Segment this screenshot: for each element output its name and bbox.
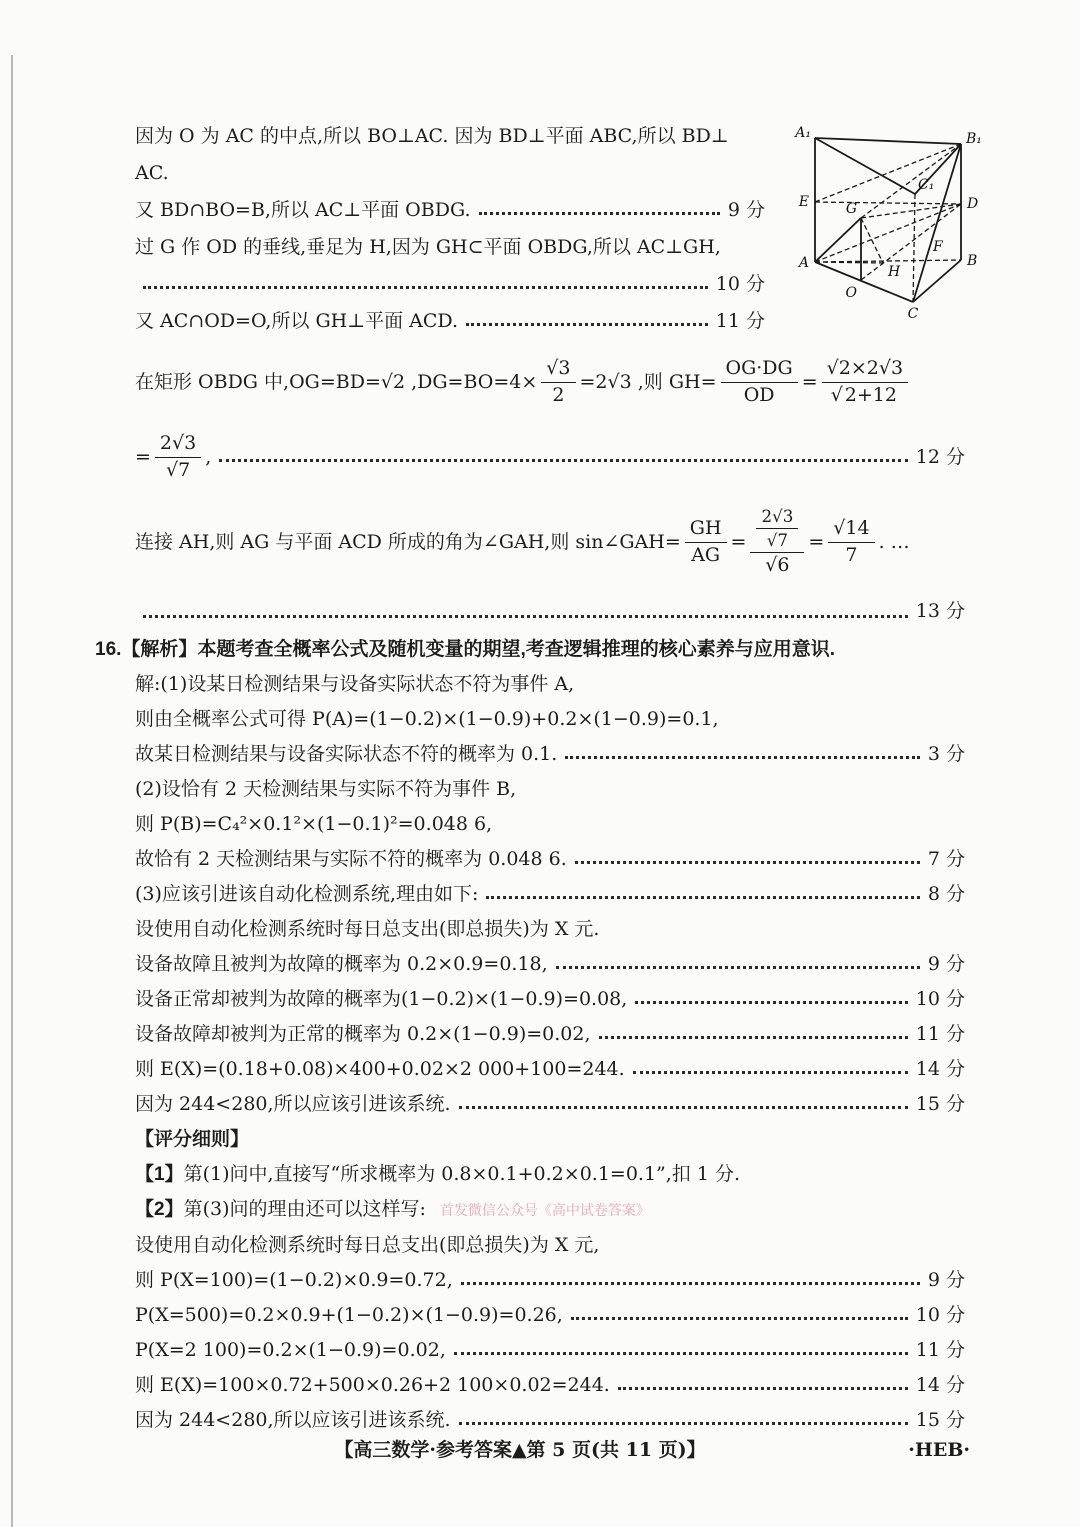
solution-section-q16 [95,632,965,1438]
solution-text: P(X=500)=0.2×0.9+(1−0.2)×(1−0.9)=0.26, [135,1304,563,1326]
solution-line [135,842,965,877]
score-label: 15 分 [915,1409,965,1431]
dots-line [135,594,965,632]
fraction: $\frac{√3}{2}$ [541,357,575,408]
score-label: 8 分 [927,883,965,905]
formula-text: . … [878,530,910,553]
proof-text: AC. [135,162,169,184]
fraction: $\frac{2√3}{√7}$ [155,432,201,483]
solution-line [135,1298,965,1333]
solution-text: 故恰有 2 天检测结果与实际不符的概率为 0.048 6. [135,848,567,870]
proof-line [135,155,765,192]
radicand: 2+12 [844,383,897,406]
formula-text: 连接 AH,则 AG 与平面 ACD 所成的角为∠GAH,则 sin∠GAH= [135,530,681,553]
solution-text: 本题考查全概率公式及随机变量的期望,考查逻辑推理的核心素养与应用意识. [197,639,835,660]
solution-line [135,1333,965,1368]
label-C: C [907,306,919,322]
label-B: B [967,253,978,269]
footer-region-code: ·HEB· [908,1439,970,1461]
score-label: 15 分 [915,1093,965,1115]
solution-line [135,982,965,1017]
formula-text: , [205,445,212,468]
proof-line [135,229,765,266]
watermark-text: 首发微信公众号《高中试卷答案》 [439,1202,650,1218]
label-H: H [888,264,901,280]
score-label: 9 分 [727,199,765,221]
dots-leader [486,896,920,899]
rule-number: 【1】 [135,1164,184,1185]
solution-text: 则 P(X=100)=(1−0.2)×0.9=0.72, [135,1269,453,1291]
formula-text: =2√3 ,则 GH= [579,370,717,393]
dots-leader [599,1036,908,1039]
dots-leader [635,1001,907,1004]
proof-line [135,303,765,340]
label-B1: B₁ [966,131,982,147]
label-C1: C₁ [918,177,935,193]
solution-text: 则 E(X)=100×0.72+500×0.26+2 100×0.02=244. [135,1374,610,1396]
dots-leader [565,756,920,759]
solution-text: 则 P(B)=C₄²×0.1²×(1−0.1)²=0.048 6, [135,813,493,835]
solution-line [135,947,965,982]
solution-text: 因为 244<280,所以应该引进该系统. [135,1093,451,1115]
fraction-nested: $\frac{2√3}{√7}$ [756,506,798,551]
dots-leader [459,1106,908,1109]
solution-text: 设备正常却被判为故障的概率为(1−0.2)×(1−0.9)=0.08, [135,988,628,1010]
solution-line [135,1017,965,1052]
formula-text: = [135,445,151,468]
score-label: 9 分 [927,953,965,975]
solution-text: 设使用自动化检测系统时每日总支出(即总损失)为 X 元. [135,918,600,940]
solution-text: (2)设恰有 2 天检测结果与实际不符为事件 B, [135,778,517,800]
question-number: 16. [95,639,122,660]
proof-text: 因为 O 为 AC 的中点,所以 BO⊥AC. 因为 BD⊥平面 ABC,所以 BD⊥ [135,125,729,147]
dots-leader [454,1352,908,1355]
solution-text: 解:(1)设某日检测结果与设备实际状态不符为事件 A, [135,673,575,695]
solution-line [135,807,965,842]
dots-leader [575,861,920,864]
solution-text: 设备故障且被判为故障的概率为 0.2×0.9=0.18, [135,953,548,975]
solution-line [135,1052,965,1087]
dots-leader [219,459,908,462]
score-label: 14 分 [915,1374,965,1396]
score-label: 10 分 [915,1304,965,1326]
prism-figure [785,124,995,324]
grading-rules-tag: 【评分细则】 [135,1129,250,1150]
dots-leader [571,1317,908,1320]
proof-text: 又 AC∩OD=O,所以 GH⊥平面 ACD. [135,310,459,332]
label-E: E [798,194,809,210]
dots-leader [479,212,720,215]
rule-number: 【2】 [135,1199,184,1220]
solution-line [95,632,965,667]
score-label: 11 分 [915,1339,965,1361]
dots-leader [143,286,708,289]
label-A1: A₁ [795,125,811,141]
fraction: $\frac{√14}{7}$ [828,517,874,568]
solution-line [135,912,965,947]
solution-line [135,737,965,772]
fraction: $\frac{GH}{AG}$ [685,517,727,568]
scan-left-edge-line [11,55,13,1527]
solution-line [135,1087,965,1122]
formula-text: 在矩形 OBDG 中,OG=BD=√2 ,DG=BO=4× [135,370,538,393]
dots-leader [143,615,908,618]
radical-sign: √ [830,383,843,406]
solution-text: 则 E(X)=(0.18+0.08)×400+0.02×2 000+100=244. [135,1058,625,1080]
score-label: 11 分 [715,310,765,332]
solution-line [135,667,965,702]
formula-line-gh-result [135,424,965,490]
formula-text: = [801,370,818,393]
proof-text: 过 G 作 OD 的垂线,垂足为 H,因为 GH⊂平面 OBDG,所以 AC⊥GH, [135,236,721,258]
solution-text: 因为 244<280,所以应该引进该系统. [135,1409,451,1431]
label-G: G [845,201,857,217]
proof-line [135,266,765,303]
formula-text: = [808,530,825,553]
solution-text: 故某日检测结果与设备实际状态不符的概率为 0.1. [135,743,558,765]
label-D: D [967,196,979,212]
fraction: $\frac{√2\times 2√3}{√ 2+12}$ [822,357,908,408]
solution-line [135,702,965,737]
formula-text: = [730,530,747,553]
score-label: 12 分 [915,445,965,468]
solution-text: 设备故障却被判为正常的概率为 0.2×(1−0.9)=0.02, [135,1023,591,1045]
label-F: F [933,239,943,255]
score-label: 9 分 [927,1269,965,1291]
solution-text: 设使用自动化检测系统时每日总支出(即总损失)为 X 元, [135,1234,600,1256]
score-label: 13 分 [915,600,965,622]
score-label: 3 分 [927,743,965,765]
analysis-tag: 【解析】 [121,639,198,660]
answer-sheet-content [95,118,982,1438]
footer-page-info: 【高三数学·参考答案▲第 5 页(共 11 页)】 [334,1439,706,1461]
label-A: A [798,255,809,271]
solution-text: (3)应该引进该自动化检测系统,理由如下: [135,883,479,905]
fraction: $\frac{OG\cdot DG}{OD}$ [721,357,798,408]
solution-text: 则由全概率公式可得 P(A)=(1−0.2)×(1−0.9)+0.2×(1−0.9)=0.1, [135,708,719,730]
dots-leader [618,1387,908,1390]
dots-leader [466,323,708,326]
dots-leader [633,1071,908,1074]
score-label: 14 分 [915,1058,965,1080]
solution-line [135,877,965,912]
solution-line [135,1228,965,1263]
dots-leader [461,1282,920,1285]
page-footer [135,1425,970,1475]
formula-line-gh [135,340,965,424]
fraction-big: $\frac{\frac{2√3}{√7}}{√6}$ [750,506,804,578]
formula-line-singah [135,490,965,594]
grading-rule-line [135,1157,965,1192]
solution-line [135,1368,965,1403]
grading-rule-line [135,1192,965,1228]
score-label: 10 分 [715,273,765,295]
label-O: O [845,285,857,301]
rule-text: 第(1)问中,直接写“所求概率为 0.8×0.1+0.2×0.1=0.1”,扣 1 分. [183,1163,741,1185]
solution-line [135,1263,965,1298]
solution-text: P(X=2 100)=0.2×(1−0.9)=0.02, [135,1339,446,1361]
rule-text: 第(3)问的理由还可以这样写: [183,1198,426,1220]
proof-line [135,118,765,155]
score-label: 11 分 [915,1023,965,1045]
proof-text: 又 BD∩BO=B,所以 AC⊥平面 OBDG. [135,199,471,221]
dots-leader [556,966,920,969]
grading-rules-header [135,1122,965,1157]
score-label: 7 分 [927,848,965,870]
score-label: 10 分 [915,988,965,1010]
proof-line [135,192,765,229]
solution-line [135,772,965,807]
